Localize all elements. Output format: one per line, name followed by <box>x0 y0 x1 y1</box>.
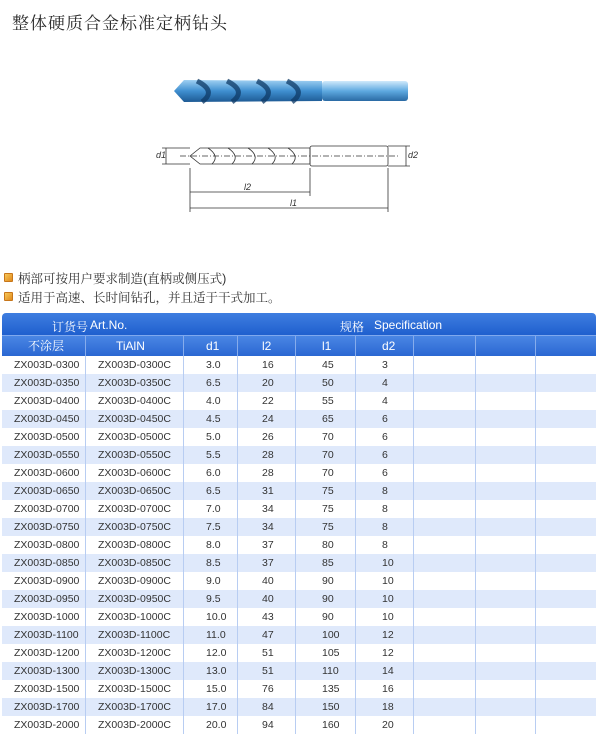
cell-empty <box>476 608 536 626</box>
order-label-en: Art.No. <box>90 318 128 332</box>
cell-tialn: ZX003D-0400C <box>86 392 184 410</box>
cell-empty <box>414 428 476 446</box>
cell-l2: 43 <box>238 608 296 626</box>
table-row <box>2 356 596 374</box>
cell-l1: 90 <box>296 572 356 590</box>
table-row <box>2 644 596 662</box>
cell-empty <box>536 572 596 590</box>
cell-empty <box>414 356 476 374</box>
cell-tialn: ZX003D-0650C <box>86 482 184 500</box>
cell-empty <box>414 554 476 572</box>
cell-tialn: ZX003D-1200C <box>86 644 184 662</box>
cell-tialn: ZX003D-1300C <box>86 662 184 680</box>
cell-d1: 12.0 <box>184 644 238 662</box>
cell-tialn: ZX003D-0700C <box>86 500 184 518</box>
dim-d1: d1 <box>156 150 167 160</box>
cell-uncoated: ZX003D-0900 <box>2 572 86 590</box>
cell-d2: 6 <box>356 464 414 482</box>
cell-d2: 20 <box>356 716 414 734</box>
cell-tialn: ZX003D-0850C <box>86 554 184 572</box>
note-item <box>4 287 281 306</box>
cell-d2: 16 <box>356 680 414 698</box>
cell-uncoated: ZX003D-0450 <box>2 410 86 428</box>
cell-empty <box>476 446 536 464</box>
cell-empty <box>536 644 596 662</box>
cell-empty <box>536 608 596 626</box>
cell-tialn: ZX003D-0900C <box>86 572 184 590</box>
cell-empty <box>476 716 536 734</box>
table-row <box>2 626 596 644</box>
cell-l2: 40 <box>238 590 296 608</box>
table-header-columns <box>2 335 596 356</box>
cell-l2: 20 <box>238 374 296 392</box>
cell-empty <box>536 410 596 428</box>
cell-uncoated: ZX003D-0550 <box>2 446 86 464</box>
col-l2: l2 <box>238 336 296 356</box>
table-row <box>2 518 596 536</box>
col-empty <box>536 336 596 356</box>
cell-l1: 70 <box>296 464 356 482</box>
cell-empty <box>414 716 476 734</box>
cell-uncoated: ZX003D-0500 <box>2 428 86 446</box>
cell-l1: 90 <box>296 590 356 608</box>
table-row <box>2 374 596 392</box>
cell-l2: 37 <box>238 536 296 554</box>
cell-d2: 10 <box>356 590 414 608</box>
table-row <box>2 662 596 680</box>
table-row <box>2 482 596 500</box>
cell-d1: 20.0 <box>184 716 238 734</box>
cell-l1: 45 <box>296 356 356 374</box>
cell-uncoated: ZX003D-0400 <box>2 392 86 410</box>
cell-l2: 51 <box>238 644 296 662</box>
cell-l1: 70 <box>296 428 356 446</box>
cell-empty <box>414 644 476 662</box>
cell-uncoated: ZX003D-1100 <box>2 626 86 644</box>
cell-uncoated: ZX003D-0800 <box>2 536 86 554</box>
cell-d2: 18 <box>356 698 414 716</box>
cell-d1: 15.0 <box>184 680 238 698</box>
cell-uncoated: ZX003D-0950 <box>2 590 86 608</box>
cell-d2: 6 <box>356 410 414 428</box>
cell-tialn: ZX003D-0600C <box>86 464 184 482</box>
cell-d1: 5.5 <box>184 446 238 464</box>
cell-l1: 75 <box>296 500 356 518</box>
cell-l1: 80 <box>296 536 356 554</box>
cell-empty <box>414 698 476 716</box>
cell-d2: 4 <box>356 374 414 392</box>
cell-tialn: ZX003D-1100C <box>86 626 184 644</box>
cell-l2: 31 <box>238 482 296 500</box>
cell-d1: 13.0 <box>184 662 238 680</box>
cell-empty <box>536 698 596 716</box>
table-row <box>2 500 596 518</box>
spec-label-en: Specification <box>374 318 443 332</box>
cell-empty <box>536 590 596 608</box>
cell-uncoated: ZX003D-1700 <box>2 698 86 716</box>
cell-l2: 34 <box>238 518 296 536</box>
cell-uncoated: ZX003D-1000 <box>2 608 86 626</box>
dim-l1: l1 <box>290 198 298 208</box>
cell-l2: 34 <box>238 500 296 518</box>
cell-d1: 6.5 <box>184 482 238 500</box>
cell-l2: 76 <box>238 680 296 698</box>
cell-empty <box>476 374 536 392</box>
table-row <box>2 392 596 410</box>
col-tialn: TiAlN <box>86 336 184 356</box>
cell-empty <box>414 482 476 500</box>
cell-empty <box>536 626 596 644</box>
cell-uncoated: ZX003D-0700 <box>2 500 86 518</box>
cell-l1: 65 <box>296 410 356 428</box>
cell-empty <box>476 500 536 518</box>
cell-d1: 9.5 <box>184 590 238 608</box>
cell-d1: 8.0 <box>184 536 238 554</box>
cell-d1: 6.5 <box>184 374 238 392</box>
cell-empty <box>476 572 536 590</box>
cell-d2: 3 <box>356 356 414 374</box>
col-empty <box>414 336 476 356</box>
feature-notes <box>4 268 281 306</box>
cell-l2: 26 <box>238 428 296 446</box>
cell-empty <box>414 590 476 608</box>
cell-d1: 9.0 <box>184 572 238 590</box>
table-row <box>2 446 596 464</box>
cell-empty <box>414 410 476 428</box>
cell-empty <box>536 518 596 536</box>
cell-l1: 105 <box>296 644 356 662</box>
cell-d2: 10 <box>356 608 414 626</box>
cell-l2: 22 <box>238 392 296 410</box>
cell-empty <box>476 518 536 536</box>
cell-uncoated: ZX003D-0600 <box>2 464 86 482</box>
cell-d2: 10 <box>356 572 414 590</box>
cell-empty <box>476 464 536 482</box>
cell-l1: 75 <box>296 518 356 536</box>
cell-empty <box>536 716 596 734</box>
cell-d1: 5.0 <box>184 428 238 446</box>
cell-l1: 85 <box>296 554 356 572</box>
cell-uncoated: ZX003D-1200 <box>2 644 86 662</box>
table-row <box>2 554 596 572</box>
spec-table <box>2 313 596 734</box>
cell-d1: 4.5 <box>184 410 238 428</box>
drill-photo <box>172 76 412 106</box>
cell-l1: 135 <box>296 680 356 698</box>
cell-d2: 6 <box>356 428 414 446</box>
cell-l2: 16 <box>238 356 296 374</box>
table-row <box>2 590 596 608</box>
cell-tialn: ZX003D-2000C <box>86 716 184 734</box>
cell-l1: 150 <box>296 698 356 716</box>
bullet-icon <box>4 292 13 301</box>
cell-tialn: ZX003D-0800C <box>86 536 184 554</box>
cell-l2: 37 <box>238 554 296 572</box>
cell-d1: 10.0 <box>184 608 238 626</box>
dim-d2: d2 <box>408 150 419 160</box>
cell-d2: 12 <box>356 644 414 662</box>
cell-l1: 160 <box>296 716 356 734</box>
cell-d2: 8 <box>356 536 414 554</box>
cell-tialn: ZX003D-0300C <box>86 356 184 374</box>
cell-empty <box>476 590 536 608</box>
cell-tialn: ZX003D-0950C <box>86 590 184 608</box>
cell-d1: 6.0 <box>184 464 238 482</box>
cell-empty <box>414 536 476 554</box>
cell-uncoated: ZX003D-0650 <box>2 482 86 500</box>
cell-empty <box>536 554 596 572</box>
cell-empty <box>476 392 536 410</box>
cell-uncoated: ZX003D-0750 <box>2 518 86 536</box>
cell-d2: 14 <box>356 662 414 680</box>
cell-empty <box>476 698 536 716</box>
cell-d2: 8 <box>356 518 414 536</box>
col-empty <box>476 336 536 356</box>
col-l1: l1 <box>296 336 356 356</box>
cell-l2: 51 <box>238 662 296 680</box>
cell-l2: 94 <box>238 716 296 734</box>
cell-l2: 28 <box>238 464 296 482</box>
cell-empty <box>414 680 476 698</box>
cell-tialn: ZX003D-1700C <box>86 698 184 716</box>
cell-empty <box>536 428 596 446</box>
cell-tialn: ZX003D-0550C <box>86 446 184 464</box>
cell-uncoated: ZX003D-1300 <box>2 662 86 680</box>
table-body <box>2 356 596 734</box>
cell-empty <box>414 464 476 482</box>
cell-tialn: ZX003D-0450C <box>86 410 184 428</box>
cell-empty <box>414 374 476 392</box>
table-row <box>2 536 596 554</box>
cell-empty <box>536 536 596 554</box>
cell-l1: 50 <box>296 374 356 392</box>
table-header-top <box>2 313 596 335</box>
cell-d1: 7.5 <box>184 518 238 536</box>
spec-label: 规格 <box>340 320 365 334</box>
cell-uncoated: ZX003D-0300 <box>2 356 86 374</box>
note-text: 柄部可按用户要求制造(直柄或侧压式) <box>18 271 227 286</box>
cell-tialn: ZX003D-0750C <box>86 518 184 536</box>
cell-l2: 47 <box>238 626 296 644</box>
table-row <box>2 428 596 446</box>
cell-empty <box>476 428 536 446</box>
cell-l1: 75 <box>296 482 356 500</box>
cell-d1: 4.0 <box>184 392 238 410</box>
cell-uncoated: ZX003D-0850 <box>2 554 86 572</box>
cell-d1: 3.0 <box>184 356 238 374</box>
bullet-icon <box>4 273 13 282</box>
cell-empty <box>536 392 596 410</box>
cell-d2: 8 <box>356 500 414 518</box>
cell-l1: 110 <box>296 662 356 680</box>
table-row <box>2 716 596 734</box>
cell-l2: 40 <box>238 572 296 590</box>
cell-tialn: ZX003D-0500C <box>86 428 184 446</box>
dim-l2: l2 <box>244 182 252 192</box>
cell-empty <box>536 500 596 518</box>
cell-empty <box>476 482 536 500</box>
cell-l1: 90 <box>296 608 356 626</box>
cell-tialn: ZX003D-1500C <box>86 680 184 698</box>
cell-l1: 55 <box>296 392 356 410</box>
cell-empty <box>536 680 596 698</box>
cell-empty <box>414 626 476 644</box>
cell-empty <box>536 662 596 680</box>
cell-empty <box>414 392 476 410</box>
table-row <box>2 410 596 428</box>
cell-empty <box>476 356 536 374</box>
order-label: 订货号 <box>52 320 89 334</box>
cell-empty <box>476 626 536 644</box>
cell-empty <box>476 410 536 428</box>
cell-empty <box>414 662 476 680</box>
cell-d2: 6 <box>356 446 414 464</box>
table-row <box>2 698 596 716</box>
table-row <box>2 572 596 590</box>
cell-d1: 7.0 <box>184 500 238 518</box>
col-d2: d2 <box>356 336 414 356</box>
cell-empty <box>414 518 476 536</box>
table-row <box>2 608 596 626</box>
cell-l2: 84 <box>238 698 296 716</box>
cell-empty <box>536 464 596 482</box>
table-row <box>2 464 596 482</box>
cell-d2: 10 <box>356 554 414 572</box>
cell-empty <box>536 374 596 392</box>
cell-l2: 24 <box>238 410 296 428</box>
cell-empty <box>476 554 536 572</box>
cell-l2: 28 <box>238 446 296 464</box>
col-uncoated: 不涂层 <box>2 336 86 356</box>
cell-d1: 8.5 <box>184 554 238 572</box>
col-d1: d1 <box>184 336 238 356</box>
cell-empty <box>536 446 596 464</box>
cell-empty <box>414 500 476 518</box>
cell-tialn: ZX003D-1000C <box>86 608 184 626</box>
note-item <box>4 268 281 287</box>
cell-empty <box>414 572 476 590</box>
cell-d2: 12 <box>356 626 414 644</box>
cell-empty <box>476 644 536 662</box>
cell-uncoated: ZX003D-1500 <box>2 680 86 698</box>
cell-empty <box>414 608 476 626</box>
note-text: 适用于高速、长时间钻孔，并且适于干式加工。 <box>18 290 281 305</box>
cell-d1: 17.0 <box>184 698 238 716</box>
cell-d1: 11.0 <box>184 626 238 644</box>
table-row <box>2 680 596 698</box>
page-title: 整体硬质合金标准定柄钻头 <box>12 14 228 33</box>
cell-empty <box>476 662 536 680</box>
cell-empty <box>536 482 596 500</box>
cell-empty <box>476 680 536 698</box>
cell-empty <box>536 356 596 374</box>
cell-l1: 100 <box>296 626 356 644</box>
cell-tialn: ZX003D-0350C <box>86 374 184 392</box>
cell-uncoated: ZX003D-0350 <box>2 374 86 392</box>
cell-d2: 4 <box>356 392 414 410</box>
cell-empty <box>476 536 536 554</box>
cell-l1: 70 <box>296 446 356 464</box>
cell-d2: 8 <box>356 482 414 500</box>
cell-uncoated: ZX003D-2000 <box>2 716 86 734</box>
cell-empty <box>414 446 476 464</box>
